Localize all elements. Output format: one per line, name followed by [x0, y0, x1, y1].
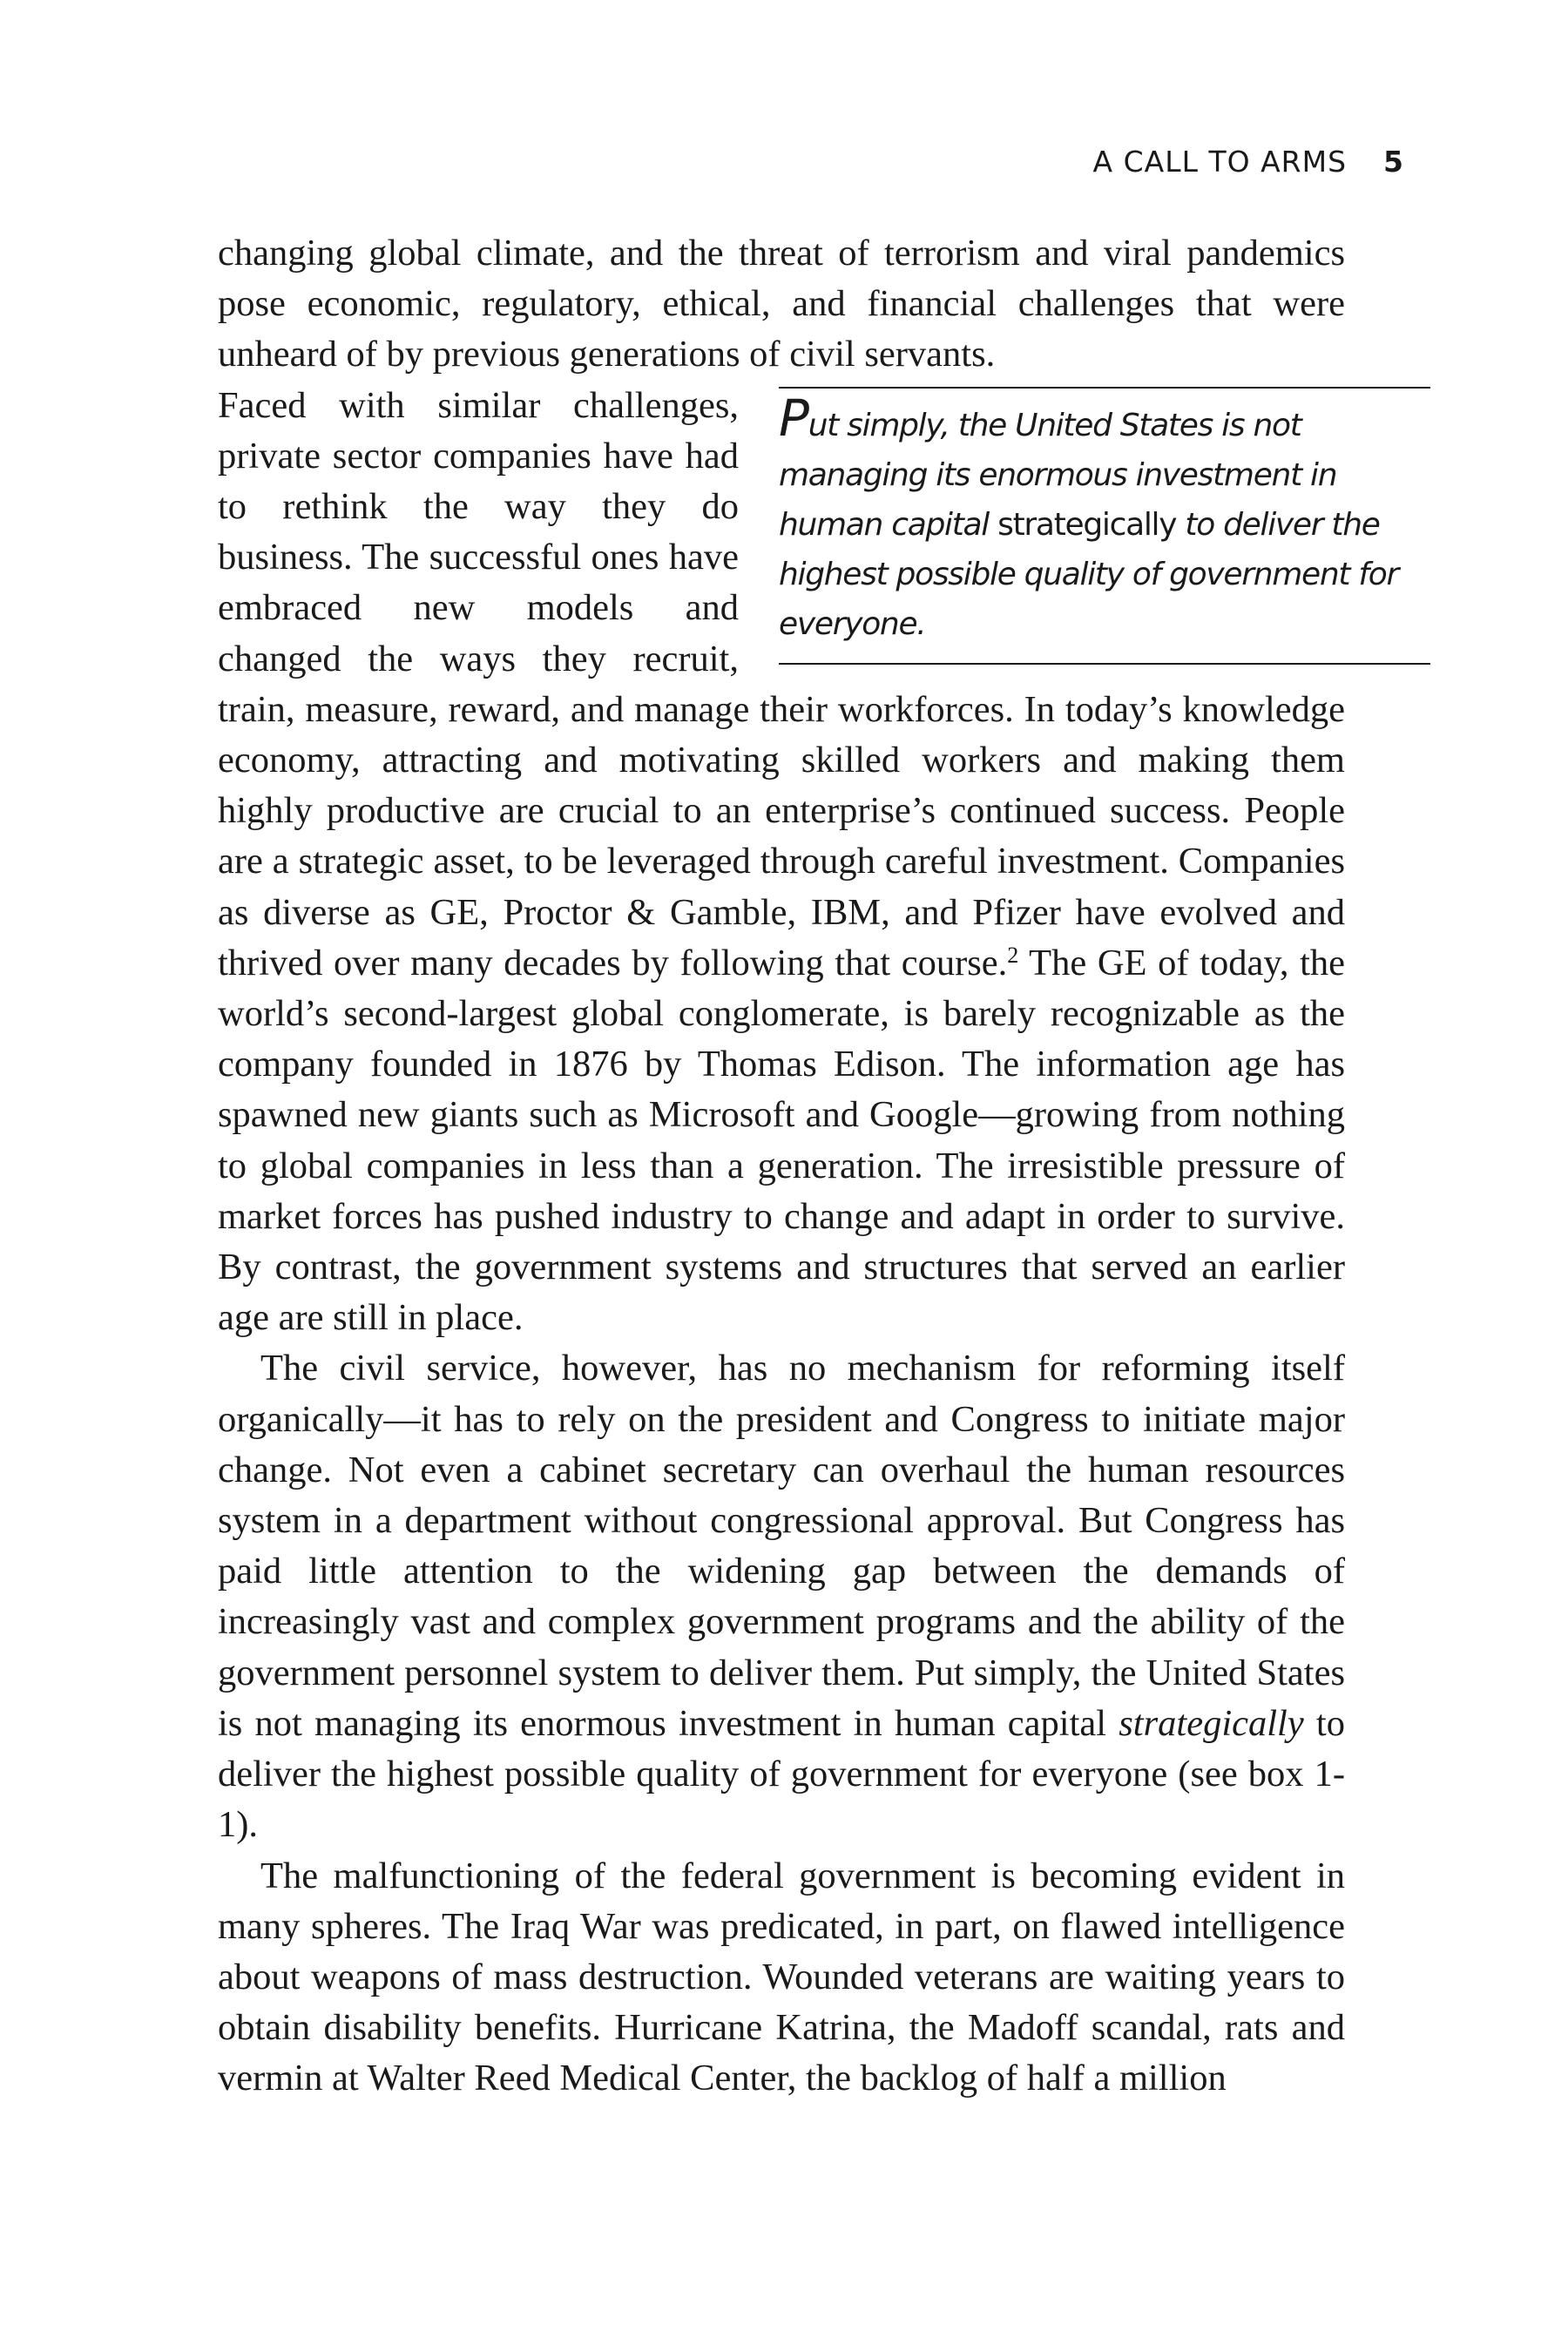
pull-quote-text-1: ut simply, the United States is not managing its enormous investment in human capital [779, 407, 1337, 543]
pull-quote-drop-cap: P [779, 388, 808, 448]
paragraph-1: changing global climate, and the threat of terrorism and viral pandemics pose economic, regulatory, ethical, and financial challenges that were unheard of by previous generations of civil servants. [218, 233, 1345, 375]
running-head [1093, 145, 1404, 179]
paragraph-3-emphasis: strategically [1119, 1702, 1304, 1744]
page-number: 5 [1383, 145, 1404, 179]
pull-quote-emphasis: strategically [997, 506, 1177, 543]
running-title: A CALL TO ARMS [1092, 145, 1348, 179]
pull-quote [779, 387, 1430, 665]
paragraph-3-text-1: The civil service, however, has no mechanism for reforming itself organically—it has to rely on the president and Congress to initiate major change. Not even a cabinet secretary can overhaul the human resources system in a department without congressional approval. But Congress has paid little attention to the widening gap between the demands of increasingly vast and complex government programs and the ability of the government personnel system to deliver them. Put simply, the United States is not managing its enormous investment in human capital [218, 1348, 1345, 1744]
paragraph-3-text-2: to deliver the highest possible quality of government for everyone (see box 1-1). [218, 1702, 1345, 1846]
paragraph-2-text-1: Faced with similar challenges, private sector companies have had to rethink the way they do business. The successful ones have embraced new models and changed the ways they recruit, train, measure, reward, and manage their workforces. In today’s knowledge economy, attracting and motivating skilled workers and making them highly productive are crucial to an enterprise’s continued success. People are a strategic asset, to be leveraged through careful investment. Companies as diverse as GE, Proctor & Gamble, IBM, and Pfizer have evolved and thrived over many decades by following that course. [218, 384, 1345, 983]
body-text [218, 228, 1398, 2105]
pull-quote-text-2: to deliver the highest possible quality of government for everyone. [779, 506, 1398, 642]
footnote-marker-2: 2 [1007, 942, 1019, 968]
paragraph-3 [218, 1343, 1345, 1850]
paragraph-2-text-2: The GE of today, the world’s second-largest global conglomerate, is barely recognizable as the company founded in 1876 by Thomas Edison. The information age has spawned new giants such as Microsoft and Google—growing from nothing to global companies in less than a generation. The irresistible pressure of market forces has pushed industry to change and adapt in order to survive. By contrast, the government systems and structures that served an earlier age are still in place. [218, 942, 1346, 1339]
paragraph-4: The malfunctioning of the federal government is becoming evident in many spheres. The Iraq War was predicated, in part, on flawed intelligence about weapons of mass destruction. Wounded veterans are waiting years to obtain disability benefits. Hurricane Katrina, the Madoff scandal, rats and vermin at Walter Reed Medical Center, the backlog of half a million [218, 1855, 1345, 2099]
